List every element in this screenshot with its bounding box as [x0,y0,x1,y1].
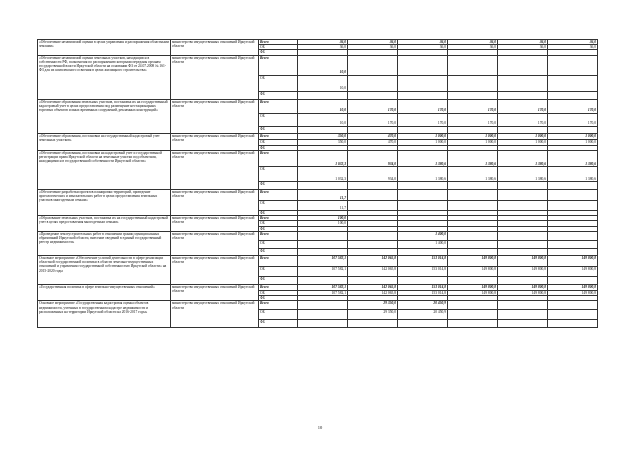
amount-cell: 1 000,0 [448,133,498,139]
amount-cell: 170,0 [398,99,448,113]
amount-cell [398,248,448,255]
amount-cell [348,91,398,99]
measure-name-cell: Основное мероприятие «Государственная кадастровая оценка объектов недвижимости, учтенных в государственном кадастре недвижимости и расположенных на территории Иркутской области на 2016-2017 годы» [38,301,171,328]
amount-cell: 170,0 [398,113,448,126]
amount-cell: 149 800,8 [548,255,598,266]
amount-cell: 11,7 [298,200,348,210]
amount-cell: 149 800,8 [498,255,548,266]
amount-cell [498,181,548,189]
amount-cell [398,276,448,284]
funding-source-cell: ОБ [259,221,298,226]
amount-cell [298,126,348,133]
amount-cell [448,181,498,189]
amount-cell [298,301,348,310]
amount-cell: 934,0 [348,166,398,181]
funding-source-cell: Всего [259,55,298,75]
measure-name-cell: «Образование земельных участков, постановка их на государственный кадастровый учет в целях предоставления многодетным семьям» [38,216,171,232]
amount-cell [498,248,548,255]
amount-cell [448,91,498,99]
amount-cell: 20 450,9 [398,310,448,320]
responsible-cell: министерство имущественных отношений Иркутской области [171,255,259,284]
amount-cell [348,276,398,284]
amount-cell [548,248,598,255]
funding-source-cell: ОБ [259,45,298,50]
amount-cell [498,276,548,284]
amount-cell: 1 380,6 [448,150,498,166]
amount-cell: 1 032,3 [298,166,348,181]
amount-cell: 10,0 [298,75,348,91]
amount-cell: 149 800,8 [448,284,498,290]
funding-source-cell: Всего [259,99,298,113]
amount-cell [398,91,448,99]
funding-source-cell: Всего [259,189,298,200]
amount-cell: 170,0 [348,113,398,126]
table-row [38,189,598,200]
measure-name-cell: «Проведение землеустроительных работ в отношении границ муниципальных образований Иркутской области, внесение сведений в единый государственный реестр недвижимости» [38,231,171,255]
table-row [38,301,598,310]
amount-cell [498,75,548,91]
amount-cell [548,320,598,328]
amount-cell [448,231,498,240]
amount-cell [498,91,548,99]
amount-cell: 36,0 [348,45,398,50]
responsible-cell: министерство имущественных отношений Иркутской области [171,133,259,150]
amount-cell: 1 380,6 [448,166,498,181]
amount-cell [448,55,498,75]
amount-cell: 149 800,8 [498,290,548,295]
measure-name-cell: «Обеспечение независимой оценки земельных участков, находящихся в собственности РФ, полномочия по распоряжению которыми переданы органам государственной власти Иркутской области на основании ФЗ от 24.07.2008 № 161-ФЗ для их комплексного освоения в целях жилищного строительства» [38,55,171,99]
amount-cell [498,310,548,320]
amount-cell [398,189,448,200]
amount-cell [498,320,548,328]
amount-cell: 470,0 [348,139,398,145]
amount-cell [348,200,398,210]
funding-source-cell: ФБ [259,50,298,55]
amount-cell [398,55,448,75]
funding-source-cell: ФБ [259,320,298,328]
amount-cell: 153 014,8 [398,290,448,295]
funding-source-cell: ОБ [259,166,298,181]
amount-cell: 1 000,0 [548,139,598,145]
amount-cell: 29 350,0 [348,310,398,320]
measure-name-cell: «Обеспечение образования земельных участков, постановка их на государственный кадастровый учет в целях предоставления под размещение нестационарных торговых объектов и иных временных сооружений, рекламных конструкций» [38,99,171,133]
amount-cell [298,320,348,328]
amount-cell [498,240,548,248]
amount-cell: 36,0 [448,45,498,50]
amount-cell: 934,0 [348,150,398,166]
amount-cell [348,189,398,200]
amount-cell: 10,0 [298,55,348,75]
amount-cell: 350,0 [298,133,348,139]
amount-cell [498,55,548,75]
amount-cell [348,126,398,133]
responsible-cell: министерство имущественных отношений Иркутской области [171,40,259,56]
funding-source-cell: Всего [259,231,298,240]
amount-cell: 142 065,8 [348,266,398,276]
amount-cell: 10,0 [298,113,348,126]
responsible-cell: министерство имущественных отношений Иркутской области [171,189,259,215]
amount-cell: 170,0 [348,99,398,113]
measure-name-cell: «Обеспечение разработки проектов планировки территорий, проведение археологических и изыскательских работ в целях предоставления земельных участков многодетным семьям» [38,189,171,215]
amount-cell: 107 582,1 [298,284,348,290]
amount-cell: 142 065,8 [348,284,398,290]
responsible-cell: министерство имущественных отношений Иркутской области [171,150,259,189]
funding-source-cell: Всего [259,301,298,310]
amount-cell [348,320,398,328]
amount-cell [348,75,398,91]
amount-cell [448,240,498,248]
amount-cell [398,181,448,189]
amount-cell: 470,0 [348,133,398,139]
amount-cell [548,200,598,210]
amount-cell: 36,0 [498,45,548,50]
amount-cell [298,231,348,240]
amount-cell: 149 800,8 [548,284,598,290]
funding-source-cell: ОБ [259,290,298,295]
amount-cell [498,189,548,200]
responsible-cell: министерство имущественных отношений Иркутской области [171,301,259,328]
table-row [38,255,598,266]
amount-cell: 153 014,8 [398,255,448,266]
amount-cell [448,276,498,284]
amount-cell [498,126,548,133]
amount-cell [448,301,498,310]
amount-cell: 142 065,8 [348,255,398,266]
amount-cell: 1 000,0 [548,133,598,139]
amount-cell: 149 800,8 [448,266,498,276]
amount-cell [298,181,348,189]
measure-name-cell: «Обеспечение образования, постановки на государственный кадастровый учет земельных участков» [38,133,171,150]
responsible-cell: министерство имущественных отношений Иркутской области [171,284,259,300]
amount-cell: 11,7 [298,189,348,200]
amount-cell: 170,0 [548,113,598,126]
funding-source-cell: ФБ [259,296,298,301]
amount-cell: 149 800,8 [548,266,598,276]
amount-cell [548,181,598,189]
page-number: 10 [317,425,323,430]
responsible-cell: министерство имущественных отношений Иркутской области [171,231,259,255]
responsible-cell: министерство имущественных отношений Иркутской области [171,216,259,232]
amount-cell: 100,0 [298,221,348,226]
amount-cell: 1 000,0 [448,139,498,145]
amount-cell: 107 582,1 [298,255,348,266]
amount-cell: 170,0 [498,113,548,126]
funding-source-cell: ФБ [259,145,298,150]
measure-name-cell: «Обеспечение образования, постановки на кадастровый учет и государственной регистрации права Иркутской области на земельные участки под объектами, находящимися в государственной собственности Иркутской области» [38,150,171,189]
amount-cell: 100,0 [298,216,348,221]
amount-cell: 149 800,8 [498,284,548,290]
funding-source-cell: ФБ [259,276,298,284]
funding-source-cell: ФБ [259,126,298,133]
amount-cell [448,75,498,91]
funding-source-cell: ОБ [259,200,298,210]
amount-cell: 1 380,6 [498,150,548,166]
amount-cell [548,310,598,320]
amount-cell: 36,0 [398,45,448,50]
table-row [38,150,598,166]
amount-cell [298,248,348,255]
amount-cell [448,126,498,133]
funding-source-cell: Всего [259,284,298,290]
amount-cell [398,75,448,91]
amount-cell: 1 380,6 [498,166,548,181]
funding-source-cell: ОБ [259,139,298,145]
funding-source-cell: ФБ [259,226,298,231]
amount-cell: 149 800,8 [548,290,598,295]
amount-cell [298,91,348,99]
amount-cell: 36,0 [398,40,448,45]
amount-cell [548,75,598,91]
amount-cell: 1 000,0 [498,133,548,139]
amount-cell: 1 400,0 [398,231,448,240]
funding-source-cell: ФБ [259,181,298,189]
responsible-cell: министерство имущественных отношений Иркутской области [171,55,259,99]
amount-cell [298,310,348,320]
funding-source-cell: ФБ [259,210,298,215]
amount-cell [448,320,498,328]
amount-cell [548,91,598,99]
amount-cell [548,55,598,75]
funding-source-cell: Всего [259,150,298,166]
amount-cell [448,248,498,255]
amount-cell [448,189,498,200]
amount-cell: 1 032,3 [298,150,348,166]
amount-cell [398,320,448,328]
amount-cell [348,231,398,240]
amount-cell: 1 380,6 [548,166,598,181]
amount-cell: 1 000,0 [398,133,448,139]
amount-cell [448,200,498,210]
measure-name-cell: «Обеспечение независимой оценки в целях управления и распоряжения областными землями» [38,40,171,56]
amount-cell: 1 380,6 [398,166,448,181]
funding-source-cell: Всего [259,133,298,139]
amount-cell: 149 800,8 [448,290,498,295]
amount-cell: 29 350,0 [348,301,398,310]
amount-cell: 1 000,0 [498,139,548,145]
amount-cell [348,55,398,75]
amount-cell: 1 380,6 [548,150,598,166]
amount-cell: 153 014,8 [398,284,448,290]
amount-cell: 142 065,8 [348,290,398,295]
amount-cell: 36,0 [298,45,348,50]
funding-source-cell: ОБ [259,240,298,248]
table-row [38,231,598,240]
measure-name-cell: Основное мероприятие «Обеспечение условий деятельности в сфере реализации областной государственной политики в области земельно-имущественных отношений и управления государственной собственностью Иркутской области» на 2015-2020 годы [38,255,171,284]
amount-cell [498,301,548,310]
funding-source-cell: ОБ [259,266,298,276]
amount-cell [398,200,448,210]
amount-cell: 107 582,1 [298,290,348,295]
amount-cell: 170,0 [548,99,598,113]
amount-cell: 36,0 [298,40,348,45]
amount-cell: 10,0 [298,99,348,113]
amount-cell [348,181,398,189]
amount-cell [448,310,498,320]
amount-cell: 20 450,9 [398,301,448,310]
amount-cell: 1 400,0 [398,240,448,248]
amount-cell [548,301,598,310]
amount-cell [348,248,398,255]
amount-cell [298,240,348,248]
funding-source-cell: Всего [259,255,298,266]
funding-source-cell: ОБ [259,310,298,320]
amount-cell [548,189,598,200]
funding-source-cell: ОБ [259,113,298,126]
amount-cell: 1 000,0 [398,139,448,145]
amount-cell: 1 380,6 [398,150,448,166]
amount-cell: 170,0 [448,113,498,126]
amount-cell [548,240,598,248]
budget-table [37,39,598,328]
funding-source-cell: Всего [259,216,298,221]
amount-cell: 170,0 [448,99,498,113]
amount-cell [498,231,548,240]
amount-cell [498,200,548,210]
table-row [38,99,598,113]
amount-cell: 149 800,8 [498,266,548,276]
amount-cell: 350,0 [298,139,348,145]
amount-cell: 170,0 [498,99,548,113]
budget-table-body [38,40,598,328]
funding-source-cell: ФБ [259,91,298,99]
amount-cell: 149 800,8 [448,255,498,266]
amount-cell: 36,0 [548,40,598,45]
responsible-cell: министерство имущественных отношений Иркутской области [171,99,259,133]
amount-cell [548,276,598,284]
amount-cell: 36,0 [548,45,598,50]
amount-cell: 107 582,1 [298,266,348,276]
table-row [38,55,598,75]
amount-cell: 36,0 [348,40,398,45]
funding-source-cell: ОБ [259,75,298,91]
amount-cell: 153 014,8 [398,266,448,276]
funding-source-cell: Всего [259,40,298,45]
amount-cell: 36,0 [448,40,498,45]
funding-source-cell: ФБ [259,248,298,255]
amount-cell: 36,0 [498,40,548,45]
amount-cell [298,276,348,284]
amount-cell [398,126,448,133]
amount-cell [348,240,398,248]
measure-name-cell: «Государственная политика в сфере земельно-имущественных отношений» [38,284,171,300]
amount-cell [548,231,598,240]
amount-cell [548,126,598,133]
